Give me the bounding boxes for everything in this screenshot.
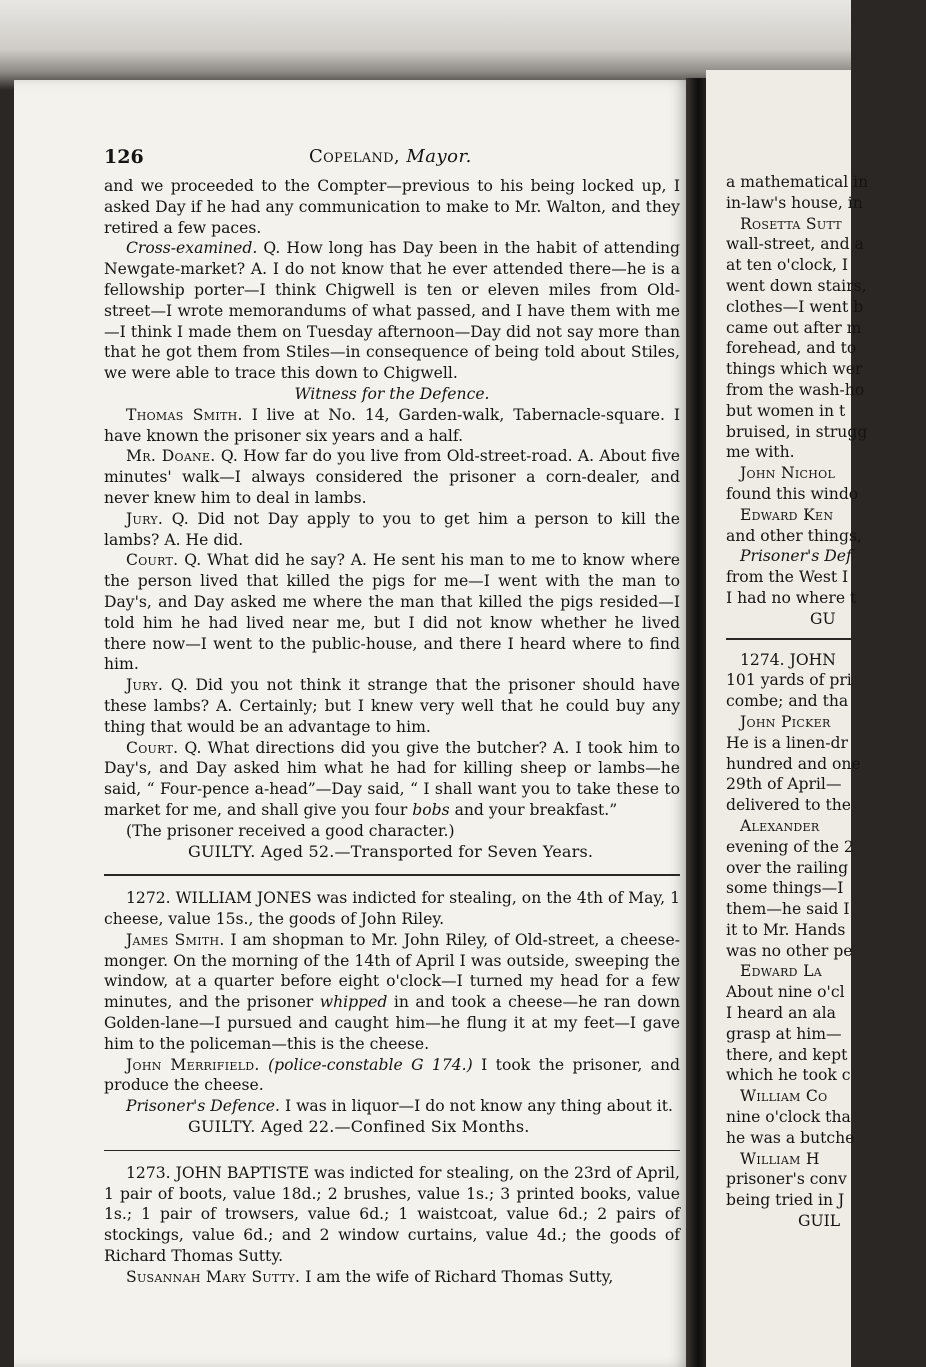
right-line: from the wash-ho [726,380,865,399]
witness-heading: Witness for the Defence. [294,384,490,403]
police-designation: (police-constable G 174.) [268,1055,473,1074]
right-line: evening of the 2 [726,837,854,856]
case-heading-1273: 1273. JOHN BAPTISTE was indicted for stealing, on the 23rd of April, 1 pair of boots, value 18d.; 2 brushes, value 1s.; 3 printed books, value 1s.; 1 pair of trowsers, value 6d.; 1 waistcoat, value 6d.; 2 pairs of stockings, value 6d.; and 2 window curtains, value 4d.; the goods of Richard Thomas Sutty. [104,1163,680,1266]
right-line: William Co [740,1087,828,1106]
right-line: hundred and one [726,754,861,773]
cross-examined-text: Q. How long has Day been in the habit of attending Newgate-market? A. I do not know that he ever attended there—he is a fellowship porter—I think Chigwell is ten or eleven miles from Old-street—I wrote memorandums of what passed, and I have them with me—I think I made them on Tuesday afternoon—Day did not say more than that he got them from Stiles—in consequence of being told about Stiles, we were able to trace this down to Chigwell. [104,239,680,383]
defence-text: I was in liquor—I do not know any thing about it. [280,1097,673,1116]
speaker-name: Thomas Smith. [126,405,243,424]
right-line: nine o'clock tha [726,1108,851,1127]
right-line: which he took c [726,1066,851,1085]
speaker-name: Jury. [126,509,164,528]
testimony-text: Q. How far do you live from Old-street-road. A. About five minutes' walk—I always considered the prisoner a corn-dealer, and never knew him to deal in lambs. [104,447,680,507]
right-line: in-law's house, in [726,193,863,212]
right-line: some things—I [726,879,844,898]
right-line: but women in t [726,401,846,420]
speaker-name: Jury. [126,676,164,695]
right-line: prisoner's conv [726,1170,847,1189]
case-heading-1272: 1272. WILLIAM JONES was indicted for stealing, on the 4th of May, 1 cheese, value 15s., the goods of John Riley. [104,889,680,929]
right-line: clothes—I went b [726,297,864,316]
verdict-1272: GUILTY. Aged 22.—Confined Six Months. [188,1117,530,1137]
right-line: About nine o'cl [726,983,845,1002]
character-note: (The prisoner received a good character.) [126,821,455,840]
right-page-fragment [706,70,869,1367]
right-line: John Picker [740,712,831,731]
speaker-name: Susannah Mary Sutty. [126,1267,301,1286]
right-line: found this windo [726,484,859,503]
testimony-text: Q. Did not Day apply to you to get him a person to kill the lambs? A. He did. [104,509,680,549]
verdict-1271: GUILTY. Aged 52.—Transported for Seven Years. [188,841,594,861]
right-line: being tried in J [726,1191,845,1210]
running-head-title [309,146,472,167]
right-line: at ten o'clock, I [726,256,849,275]
right-line: there, and kept [726,1045,848,1064]
testimony-text: I took the prisoner, and produce the cheese. [104,1055,680,1095]
mayor-office: Mayor. [406,146,472,167]
cross-examined-label: Cross-examined. [126,239,258,258]
right-line: Rosetta Sutt [740,214,842,233]
right-line: 1274. JOHN [740,650,836,669]
right-column-fragment [726,172,926,1232]
testimony-text: Q. What directions did you give the butcher? A. I took him to Day's, and Day asked him what he had for killing sheep or lambs—he said, “ Four-pence a-head”—Day said, “ I shall want you to take these to market for me, and shall give you four [104,738,680,819]
testimony-text: Q. Did you not think it strange that the prisoner should have these lambs? A. Certainly; but I knew very well that he could buy any thing that would be an advantage to him. [104,676,680,736]
right-line: bruised, in strugg [726,422,868,441]
testimony-text: I live at No. 14, Garden-walk, Tabernacle-square. I have known the prisoner six years and a half. [104,405,680,445]
right-line: he was a butche [726,1128,855,1147]
speaker-name: Court. [126,738,179,757]
right-line: Prisoner's Def [740,547,852,566]
testimony-jury-2 [104,675,680,737]
right-line: He is a linen-dr [726,733,848,752]
case-divider [104,1150,680,1151]
right-line: GUIL [798,1212,841,1231]
testimony-text: Q. What did he say? A. He sent his man to me to know where the person lived that killed the pigs for me—I went with the man to Day's, and Day asked me where the man that killed the pigs resided—I told him he had lived near me, but I did not know whether he lived there now—I went to the public-house, and there I heard where to find him. [104,551,680,674]
right-line: John Nichol [740,464,836,483]
testimony-text: I am the wife of Richard Thomas Sutty, [300,1267,614,1286]
testimony-merrifield [104,1055,680,1097]
testimony-jury-1 [104,509,680,551]
right-line: 101 yards of pri [726,671,852,690]
right-line: Alexander [740,816,820,835]
mayor-name: Copeland [309,146,394,167]
right-line: a mathematical in [726,173,869,191]
testimony-susannah-sutty [104,1267,680,1288]
testimony-court-2 [104,738,680,821]
italic-word: whipped [319,993,388,1012]
testimony-text: and your breakfast.” [449,800,618,819]
speaker-name: James Smith. [126,930,225,949]
right-line: grasp at him— [726,1024,842,1043]
right-line: and other things, [726,526,862,545]
right-line: Edward Ken [740,505,834,524]
running-head [104,146,680,170]
right-line: wall-street, and a [726,235,864,254]
right-line: things which wer [726,360,863,379]
speaker-name: Mr. Doane. [126,447,216,466]
italic-word: bobs [412,800,450,819]
right-line: I heard an ala [726,1004,836,1023]
right-line: forehead, and to [726,339,857,358]
right-line: from the West I [726,568,849,587]
prisoners-defence [104,1096,680,1117]
right-line: Edward La [740,962,822,981]
right-line: them—he said I [726,900,850,919]
right-line: William H [740,1149,820,1168]
right-line: came out after m [726,318,862,337]
defence-label: Prisoner's Defence. [126,1097,280,1116]
right-line: combe; and tha [726,692,849,711]
cross-examination [104,238,680,384]
right-line: went down stairs, [726,276,867,295]
right-line: over the railing [726,858,849,877]
title-separator: , [393,146,407,167]
right-line: it to Mr. Hands [726,920,846,939]
testimony-text: in and took a cheese—he ran down Golden-lane—I pursued and caught him—he flung it at my feet—I gave him to the policeman—this is the cheese. [104,993,680,1053]
right-line: me with. [726,443,795,462]
right-line: was no other pe [726,941,853,960]
testimony-text: I am shopman to Mr. John Riley, of Old-street, a cheese-monger. On the morning of the 14th of April I was outside, sweeping the window, at a quarter before eight o'clock—I turned my head for a few minutes, and the prisoner [104,930,681,1012]
right-line: 29th of April— [726,775,842,794]
book-gutter [686,78,708,1367]
speaker-name: Court. [126,551,179,570]
case-divider [726,638,856,640]
right-line: GU [810,609,836,628]
speaker-name: John Merrifield. [126,1055,260,1074]
testimony-court-1 [104,550,680,675]
testimony-james-smith [104,930,680,1055]
page-number: 126 [104,146,144,168]
testimony-doane [104,446,680,508]
paragraph-continuation: and we proceeded to the Compter—previous to his being locked up, I asked Day if he had any communication to make to Mr. Walton, and they retired a few paces. [104,177,680,237]
right-line: I had no where t [726,588,857,607]
right-line: delivered to the [726,796,851,815]
left-column [104,176,680,1288]
testimony-thomas-smith [104,405,680,447]
case-divider [104,874,680,876]
